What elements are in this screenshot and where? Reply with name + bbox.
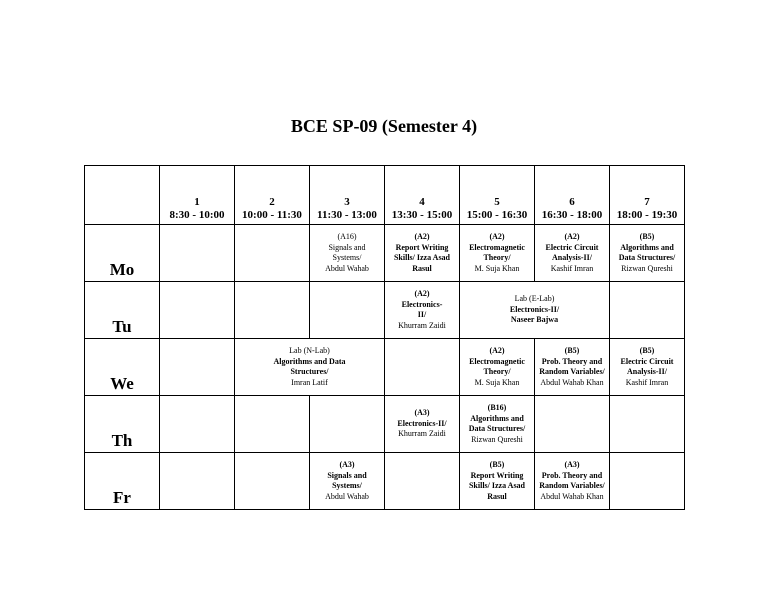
timetable <box>84 165 685 510</box>
lab-block-tu: Lab (E-Lab) Electronics-II/ Naseer Bajwa <box>460 282 610 339</box>
slot-fr-4 <box>385 453 460 510</box>
slot-mo-4: (A2) Report Writing Skills/ Izza Asad Rasul <box>385 225 460 282</box>
day-label-we: We <box>85 339 160 396</box>
slot-mo-3: (A16) Signals and Systems/ Abdul Wahab <box>310 225 385 282</box>
slot-we-7: (B5) Electric Circuit Analysis-II/ Kashif Imran <box>610 339 685 396</box>
slot-fr-7 <box>610 453 685 510</box>
lab-block-we: Lab (N-Lab) Algorithms and Data Structures/ Imran Latif <box>235 339 385 396</box>
period-header-5: 5 15:00 - 16:30 <box>460 166 535 225</box>
slot-tu-2 <box>235 282 310 339</box>
slot-th-5: (B16) Algorithms and Data Structures/ Rizwan Qureshi <box>460 396 535 453</box>
slot-tu-3 <box>310 282 385 339</box>
slot-mo-2 <box>235 225 310 282</box>
slot-mo-7: (B5) Algorithms and Data Structures/ Rizwan Qureshi <box>610 225 685 282</box>
period-header-3: 3 11:30 - 13:00 <box>310 166 385 225</box>
slot-we-1 <box>160 339 235 396</box>
row-thursday <box>85 396 685 453</box>
slot-we-6: (B5) Prob. Theory and Random Variables/ Abdul Wahab Khan <box>535 339 610 396</box>
slot-fr-2 <box>235 453 310 510</box>
period-header-1: 1 8:30 - 10:00 <box>160 166 235 225</box>
day-label-fr: Fr <box>85 453 160 510</box>
slot-mo-1 <box>160 225 235 282</box>
day-label-mo: Mo <box>85 225 160 282</box>
period-header-2: 2 10:00 - 11:30 <box>235 166 310 225</box>
slot-we-5: (A2) Electromagnetic Theory/ M. Suja Khan <box>460 339 535 396</box>
corner-cell <box>85 166 160 225</box>
day-label-th: Th <box>85 396 160 453</box>
slot-th-4: (A3) Electronics-II/ Khurram Zaidi <box>385 396 460 453</box>
row-monday <box>85 225 685 282</box>
slot-fr-5: (B5) Report Writing Skills/ Izza Asad Rasul <box>460 453 535 510</box>
slot-th-7 <box>610 396 685 453</box>
slot-we-4 <box>385 339 460 396</box>
slot-tu-1 <box>160 282 235 339</box>
slot-tu-4: (A2) Electronics- II/ Khurram Zaidi <box>385 282 460 339</box>
page-title: BCE SP-09 (Semester 4) <box>290 116 478 136</box>
slot-fr-1 <box>160 453 235 510</box>
day-label-tu: Tu <box>85 282 160 339</box>
period-header-4: 4 13:30 - 15:00 <box>385 166 460 225</box>
slot-tu-7 <box>610 282 685 339</box>
slot-mo-6: (A2) Electric Circuit Analysis-II/ Kashif Imran <box>535 225 610 282</box>
slot-fr-3: (A3) Signals and Systems/ Abdul Wahab <box>310 453 385 510</box>
slot-th-3 <box>310 396 385 453</box>
period-header-7: 7 18:00 - 19:30 <box>610 166 685 225</box>
row-tuesday <box>85 282 685 339</box>
period-header-6: 6 16:30 - 18:00 <box>535 166 610 225</box>
slot-th-2 <box>235 396 310 453</box>
slot-th-6 <box>535 396 610 453</box>
slot-mo-5: (A2) Electromagnetic Theory/ M. Suja Khan <box>460 225 535 282</box>
row-friday <box>85 453 685 510</box>
row-wednesday <box>85 339 685 396</box>
slot-fr-6: (A3) Prob. Theory and Random Variables/ Abdul Wahab Khan <box>535 453 610 510</box>
slot-th-1 <box>160 396 235 453</box>
header-row <box>85 166 685 225</box>
